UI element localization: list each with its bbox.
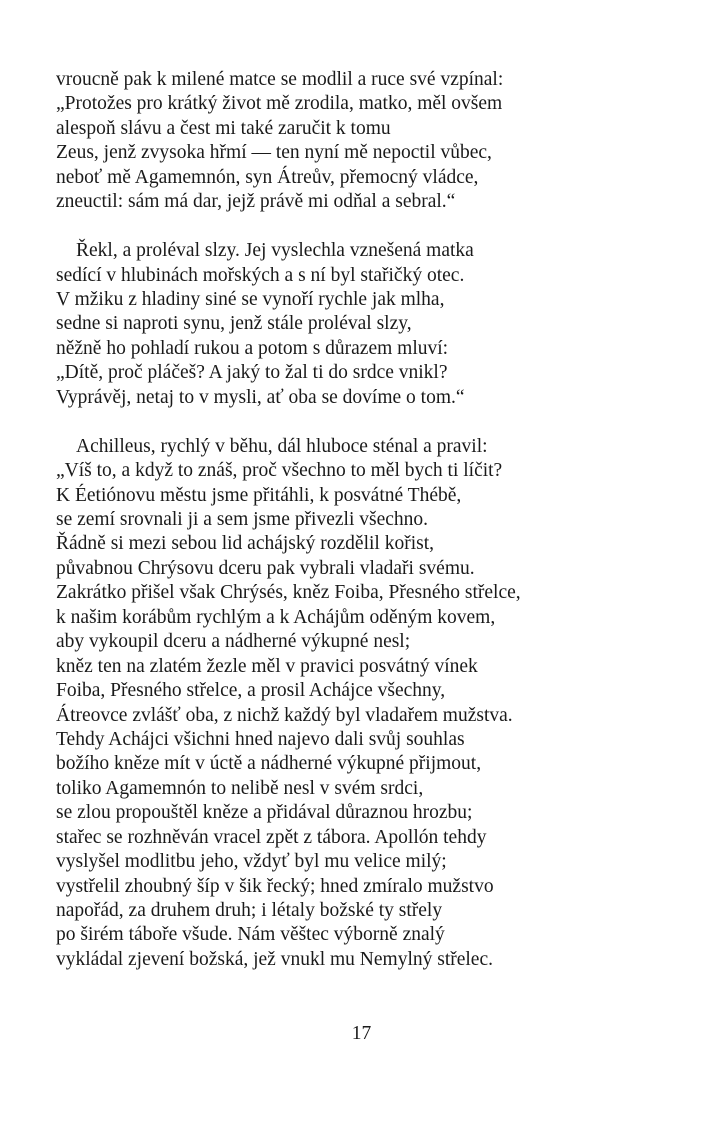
verse-line: se zlou propouštěl kněze a přidával důraznou hrozbu; [56, 802, 473, 824]
verse-line: V mžiku z hladiny siné se vynoří rychle jak mlha, [56, 289, 445, 310]
verse-line: půvabnou Chrýsovu dceru pak vybrali vladaři svému. [56, 557, 475, 579]
verse-line: vystřelil zhoubný šíp v šik řecký; hned zmíralo mužstvo [56, 875, 494, 897]
stanza-1 [56, 68, 696, 215]
verse-line: Tehdy Achájci všichni hned najevo dali svůj souhlas [56, 728, 465, 750]
verse-line: toliko Agamemnón to nelibě nesl v svém srdci, [56, 777, 424, 799]
verse-line: Achilleus, rychlý v běhu, dál hluboce sténal a pravil: [76, 435, 488, 457]
verse-line: po širém táboře všude. Nám věštec výborně znalý [56, 924, 445, 946]
verse-line: Řekl, a proléval slzy. Jej vyslechla vznešená matka [76, 240, 474, 262]
verse-line: se zemí srovnali ji a sem jsme přivezli všechno. [56, 509, 429, 530]
verse-line: vroucně pak k milené matce se modlil a ruce své vzpínal: [56, 69, 504, 90]
verse-line: aby vykoupil dceru a nádherné výkupné nesl; [56, 631, 411, 653]
page-number: 17 [351, 1023, 372, 1044]
verse-line: vyslyšel modlitbu jeho, vždyť byl mu velice milý; [56, 851, 447, 873]
verse-line: Řádně si mezi sebou lid achájský rozdělil kořist, [56, 533, 434, 555]
verse-line: stařec se rozhněván vracel zpět z tábora. Apollón tehdy [56, 826, 487, 848]
stanza-2 [56, 239, 696, 410]
verse-line: alespoň slávu a čest mi také zaručit k tomu [56, 117, 391, 139]
verse-line: Zakrátko přišel však Chrýsés, kněz Foiba, Přesného střelce, [56, 582, 521, 604]
verse-line: něžně ho pohladí rukou a potom s důrazem mluví: [56, 337, 449, 359]
stanza-3 [56, 435, 696, 973]
verse-line: Foiba, Přesného střelce, a prosil Achájce všechny, [56, 680, 446, 702]
verse-line: Vyprávěj, netaj to v mysli, ať oba se dovíme o tom.“ [56, 386, 465, 408]
verse-line: „Protožes pro krátký život mě zrodila, matko, měl ovšem [56, 93, 503, 115]
verse-line: kněz ten na zlatém žezle měl v pravici posvátný vínek [56, 655, 478, 677]
verse-line: sedne si naproti synu, jenž stále proléval slzy, [56, 313, 412, 335]
verse-line: k našim korábům rychlým a k Achájům oděným kovem, [56, 606, 496, 628]
verse-line: napořád, za druhem druh; i létaly božské ty střely [56, 900, 443, 921]
verse-line: zneuctil: sám má dar, jejž právě mi odňal a sebral.“ [56, 191, 456, 213]
verse-line: neboť mě Agamemnón, syn Átreův, přemocný vládce, [56, 166, 479, 188]
poem-text [56, 68, 696, 972]
verse-line: božího kněze mít v úctě a nádherné výkupné přijmout, [56, 753, 482, 775]
verse-line: sedící v hlubinách mořských a s ní byl stařičký otec. [56, 264, 465, 286]
verse-line: Átreovce zvlášť oba, z nichž každý byl vladařem mužstva. [56, 704, 513, 726]
verse-line: K Éetiónovu městu jsme přitáhli, k posvátné Thébě, [56, 484, 462, 506]
verse-line: „Víš to, a když to znáš, proč všechno to měl bych ti líčit? [56, 460, 503, 482]
verse-line: vykládal zjevení božská, jež vnukl mu Nemylný střelec. [56, 948, 493, 970]
verse-line: „Dítě, proč pláčeš? A jaký to žal ti do srdce vnikl? [56, 362, 448, 384]
verse-line: Zeus, jenž zvysoka hřmí — ten nyní mě nepoctil vůbec, [56, 142, 492, 164]
